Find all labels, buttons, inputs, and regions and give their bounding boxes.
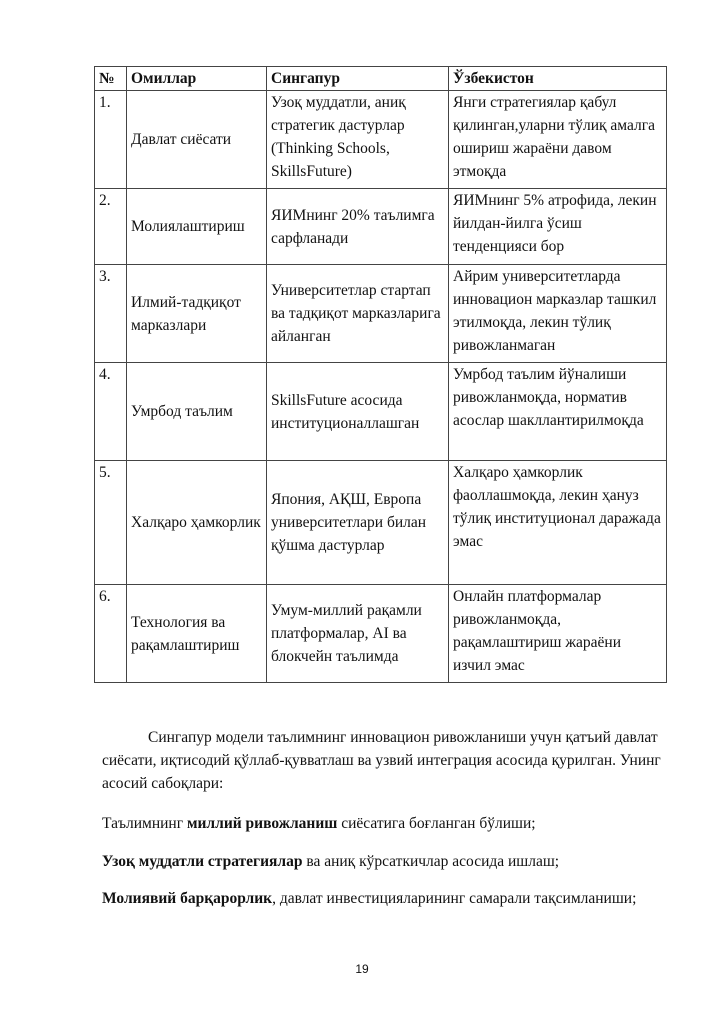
header-singapore: Сингапур <box>267 67 449 91</box>
lesson-national-development <box>102 812 662 835</box>
lesson-emphasis: миллий ривожланиш <box>186 815 338 832</box>
header-number: № <box>95 67 127 91</box>
row-number: 5. <box>95 461 127 585</box>
lesson-text: сиёсатига боғланган бўлиши; <box>337 815 536 832</box>
uzbekistan-cell: ЯИМнинг 5% атрофида, лекин йилдан-йилга ўсиш тенденцияси бор <box>449 189 667 265</box>
row-number: 6. <box>95 585 127 683</box>
comparison-table <box>94 66 667 683</box>
table-row <box>95 265 667 363</box>
uzbekistan-cell: Айрим университетларда инновацион марказлар ташкил этилмоқда, лекин тўлиқ ривожланмаган <box>449 265 667 363</box>
lesson-financial-stability <box>102 887 662 910</box>
singapore-cell: Узоқ муддатли, аниқ стратегик дастурлар (Thinking Schools, SkillsFuture) <box>267 91 449 189</box>
uzbekistan-cell: Онлайн платформалар ривожланмоқда, рақамлаштириш жараёни изчил эмас <box>449 585 667 683</box>
factor-cell: Халқаро ҳамкорлик <box>127 461 267 585</box>
row-number: 2. <box>95 189 127 265</box>
singapore-cell: Умум-миллий рақамли платформалар, AI ва блокчейн таълимда <box>267 585 449 683</box>
page-number: 19 <box>355 962 369 976</box>
lesson-long-term-strategies <box>102 850 662 873</box>
table-row <box>95 461 667 585</box>
singapore-cell: SkillsFuture асосида институционаллашган <box>267 363 449 461</box>
lesson-emphasis: Узоқ муддатли стратегиялар <box>102 853 303 870</box>
lesson-text: Таълимнинг <box>102 815 187 832</box>
uzbekistan-cell: Умрбод таълим йўналиши ривожланмоқда, норматив асослар шакллантирилмоқда <box>449 363 667 461</box>
header-uzbekistan: Ўзбекистон <box>449 67 667 91</box>
singapore-cell: Университетлар стартап ва тадқиқот марказларига айланган <box>267 265 449 363</box>
factor-cell: Илмий-тадқиқот марказлари <box>127 265 267 363</box>
intro-paragraph: Сингапур модели таълимнинг инновацион ривожланиши учун қатъий давлат сиёсати, иқтисодий қўллаб-қувватлаш ва узвий интеграция асосида қурилган. Унинг асосий сабоқлари: <box>102 729 661 792</box>
table-row <box>95 91 667 189</box>
table-row <box>95 189 667 265</box>
singapore-cell: Япония, АҚШ, Европа университетлари билан қўшма дастурлар <box>267 461 449 585</box>
row-number: 1. <box>95 91 127 189</box>
factor-cell: Молиялаштириш <box>127 189 267 265</box>
table-row <box>95 585 667 683</box>
factor-cell: Давлат сиёсати <box>127 91 267 189</box>
lesson-emphasis: Молиявий барқарорлик <box>102 890 273 907</box>
lesson-text: , давлат инвестицияларининг самарали тақсимланиши; <box>272 890 637 907</box>
header-factors: Омиллар <box>127 67 267 91</box>
row-number: 3. <box>95 265 127 363</box>
uzbekistan-cell: Янги стратегиялар қабул қилинган,уларни тўлиқ амалга ошириш жараёни давом этмоқда <box>449 91 667 189</box>
table-header-row <box>95 67 667 91</box>
lesson-text: ва аниқ кўрсаткичлар асосида ишлаш; <box>302 853 560 870</box>
row-number: 4. <box>95 363 127 461</box>
factor-cell: Технология ва рақамлаштириш <box>127 585 267 683</box>
singapore-cell: ЯИМнинг 20% таълимга сарфланади <box>267 189 449 265</box>
table-row <box>95 363 667 461</box>
factor-cell: Умрбод таълим <box>127 363 267 461</box>
uzbekistan-cell: Халқаро ҳамкорлик фаоллашмоқда, лекин ҳануз тўлиқ институционал даражада эмас <box>449 461 667 585</box>
